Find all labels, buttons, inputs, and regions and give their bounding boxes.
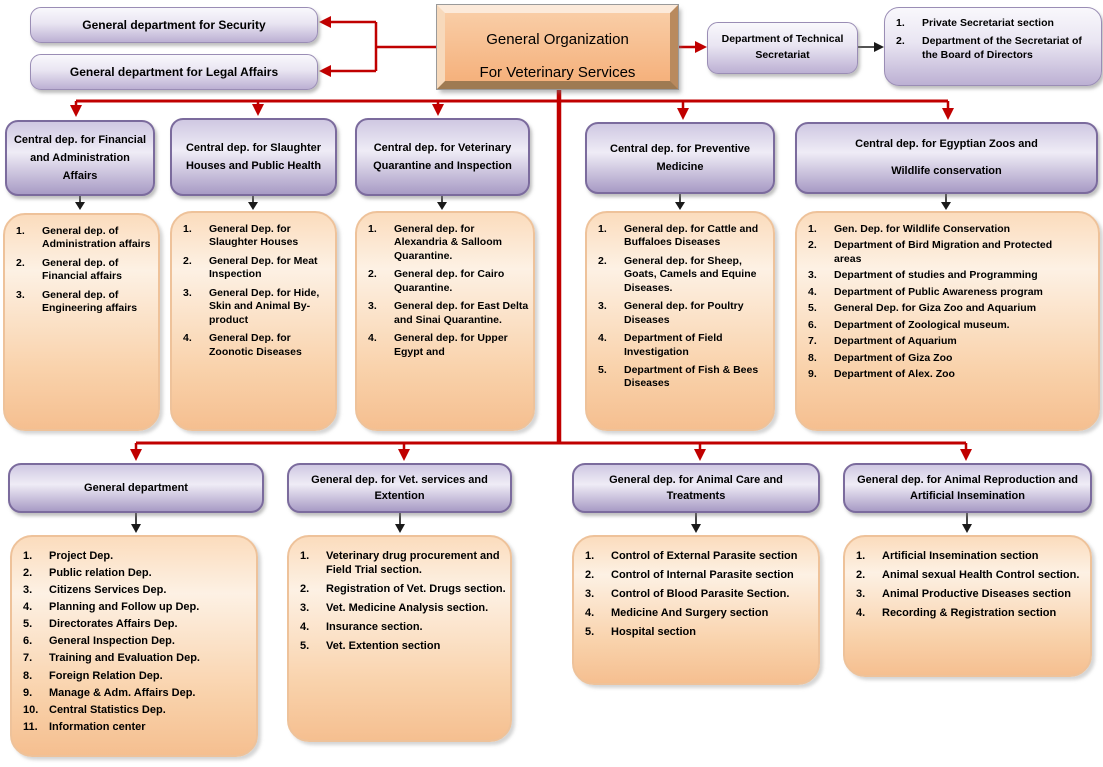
box-label: Central dep. for Financial and Administration Affairs [13, 133, 147, 183]
technical-secretariat-items [891, 17, 1097, 67]
box-label: General department for Security [82, 18, 266, 32]
box-vet-services [287, 463, 512, 513]
list-item: Central Statistics Dep. [49, 703, 166, 716]
list-item: General dep. for Alexandria & Salloom Quarantine. [394, 223, 502, 262]
box-central-dep-zoos [795, 122, 1098, 194]
list-item: Public relation Dep. [49, 567, 152, 580]
list-central-dep-quarantine [355, 211, 535, 431]
list-animal-care [572, 535, 820, 685]
list-item: Gen. Dep. for Wildlife Conservation [834, 223, 1011, 235]
list-item: Vet. Extention section [326, 640, 441, 653]
list-item: General Dep. for Hide, Skin and Animal By-product [209, 286, 320, 326]
box-label: General dep. for Animal Reproduction and Artificial Insemination [857, 473, 1078, 502]
box-general-department-legal-affairs [30, 54, 318, 90]
box-label: Central dep. for Egyptian Zoos and Wildlife conservation [855, 137, 1038, 177]
list-item: General dep. for Cairo Quarantine. [394, 268, 505, 294]
list-item: Foreign Relation Dep. [49, 669, 163, 682]
list-item: Registration of Vet. Drugs section. [326, 583, 506, 596]
list-item: General dep. of Administration affairs [42, 225, 151, 251]
list-item: Artificial Insemination section [882, 550, 1039, 562]
list-item: Citizens Services Dep. [49, 584, 167, 597]
list-item: Private Secretariat section [922, 17, 1054, 29]
list-item: Medicine And Surgery section [611, 607, 769, 620]
org-title-line2: For Veterinary Services [479, 64, 636, 81]
list-item: Insurance section. [326, 621, 423, 634]
list-item: Manage & Adm. Affairs Dep. [49, 686, 196, 699]
list-item: Department of Aquarium [834, 335, 957, 348]
list-vet-services [287, 535, 512, 742]
list-technical-secretariat [884, 7, 1102, 86]
list-general-department [10, 535, 258, 757]
box-central-dep-quarantine [355, 118, 530, 196]
vet-services-items [295, 549, 506, 658]
box-label: General department [84, 481, 188, 494]
box-general-department [8, 463, 264, 513]
list-item: Hospital section [611, 626, 696, 639]
list-item: General Dep. for Zoonotic Diseases [209, 332, 302, 358]
box-label: Central dep. for Slaughter Houses and Public Health [185, 141, 322, 172]
box-animal-care [572, 463, 820, 513]
list-item: General Dep. for Meat Inspection [209, 254, 318, 281]
list-item: Control of Internal Parasite section [611, 569, 794, 582]
box-label: Central dep. for Veterinary Quarantine and Inspection [373, 141, 512, 172]
list-central-dep-preventive [585, 211, 775, 431]
box-department-technical-secretariat [707, 22, 858, 74]
list-item: Veterinary drug procurement and Field Trial section. [326, 550, 500, 577]
list-item: Recording & Registration section [882, 607, 1057, 620]
quarantine-items [363, 223, 529, 364]
list-item: Department of Fish & Bees Diseases [624, 363, 759, 390]
zoos-items [803, 223, 1094, 384]
list-item: Control of External Parasite section [611, 550, 798, 562]
box-general-organization [437, 5, 678, 89]
list-central-dep-financial [3, 213, 160, 431]
list-item: General dep. for East Delta and Sinai Quarantine. [394, 300, 529, 326]
list-item: Department of Giza Zoo [834, 351, 953, 364]
box-central-dep-financial [5, 120, 155, 196]
box-general-department-security [30, 7, 318, 43]
box-label: Department of Technical Secretariat [721, 33, 844, 61]
list-item: Department of Field Investigation [624, 332, 723, 358]
list-central-dep-zoos [795, 211, 1100, 431]
box-label: General dep. for Vet. services and Extention [311, 473, 488, 502]
list-item: General dep. for Cattle and Buffaloes Diseases [624, 223, 759, 249]
list-item: General Inspection Dep. [49, 635, 175, 648]
box-animal-reproduction [843, 463, 1092, 513]
list-item: General dep. for Sheep, Goats, Camels and Equine Diseases. [624, 254, 757, 294]
list-item: Vet. Medicine Analysis section. [326, 602, 489, 615]
slaughter-items [178, 223, 331, 364]
box-label: Central dep. for Preventive Medicine [610, 142, 750, 173]
box-label: General dep. for Animal Care and Treatments [609, 473, 783, 502]
list-item: Department of Alex. Zoo [834, 367, 955, 380]
list-item: Planning and Follow up Dep. [49, 601, 200, 614]
list-item: Department of Public Awareness program [834, 285, 1043, 298]
list-item: General dep. of Financial affairs [42, 256, 122, 283]
list-item: Control of Blood Parasite Section. [611, 588, 790, 601]
list-item: Animal sexual Health Control section. [882, 569, 1080, 582]
list-item: General dep. for Poultry Diseases [624, 300, 744, 326]
financial-items [11, 225, 154, 321]
list-item: Department of studies and Programming [834, 269, 1038, 282]
preventive-items [593, 223, 769, 396]
list-item: General dep. of Engineering affairs [42, 288, 138, 315]
list-item: General Dep. for Giza Zoo and Aquarium [834, 302, 1037, 315]
list-central-dep-slaughter [170, 211, 337, 431]
list-item: Animal Productive Diseases section [882, 588, 1071, 601]
org-title-line1: General Organization [486, 31, 629, 48]
box-label: General department for Legal Affairs [69, 65, 279, 79]
list-item: General dep. for Upper Egypt and [394, 332, 508, 358]
list-item: Training and Evaluation Dep. [49, 652, 200, 665]
list-animal-reproduction [843, 535, 1092, 677]
list-item: Department of Zoological museum. [834, 318, 1010, 331]
list-item: General Dep. for Slaughter Houses [209, 223, 299, 249]
list-item: Project Dep. [49, 550, 114, 562]
general-department-items [18, 549, 200, 737]
animal-care-items [580, 549, 797, 644]
list-item: Information center [49, 720, 146, 733]
list-item: Directorates Affairs Dep. [49, 618, 178, 631]
box-central-dep-slaughter [170, 118, 337, 196]
box-central-dep-preventive [585, 122, 775, 194]
list-item: Department of the Secretariat of the Board of Directors [922, 35, 1082, 61]
animal-reproduction-items [851, 549, 1079, 625]
list-item: Department of Bird Migration and Protected areas [834, 239, 1053, 265]
